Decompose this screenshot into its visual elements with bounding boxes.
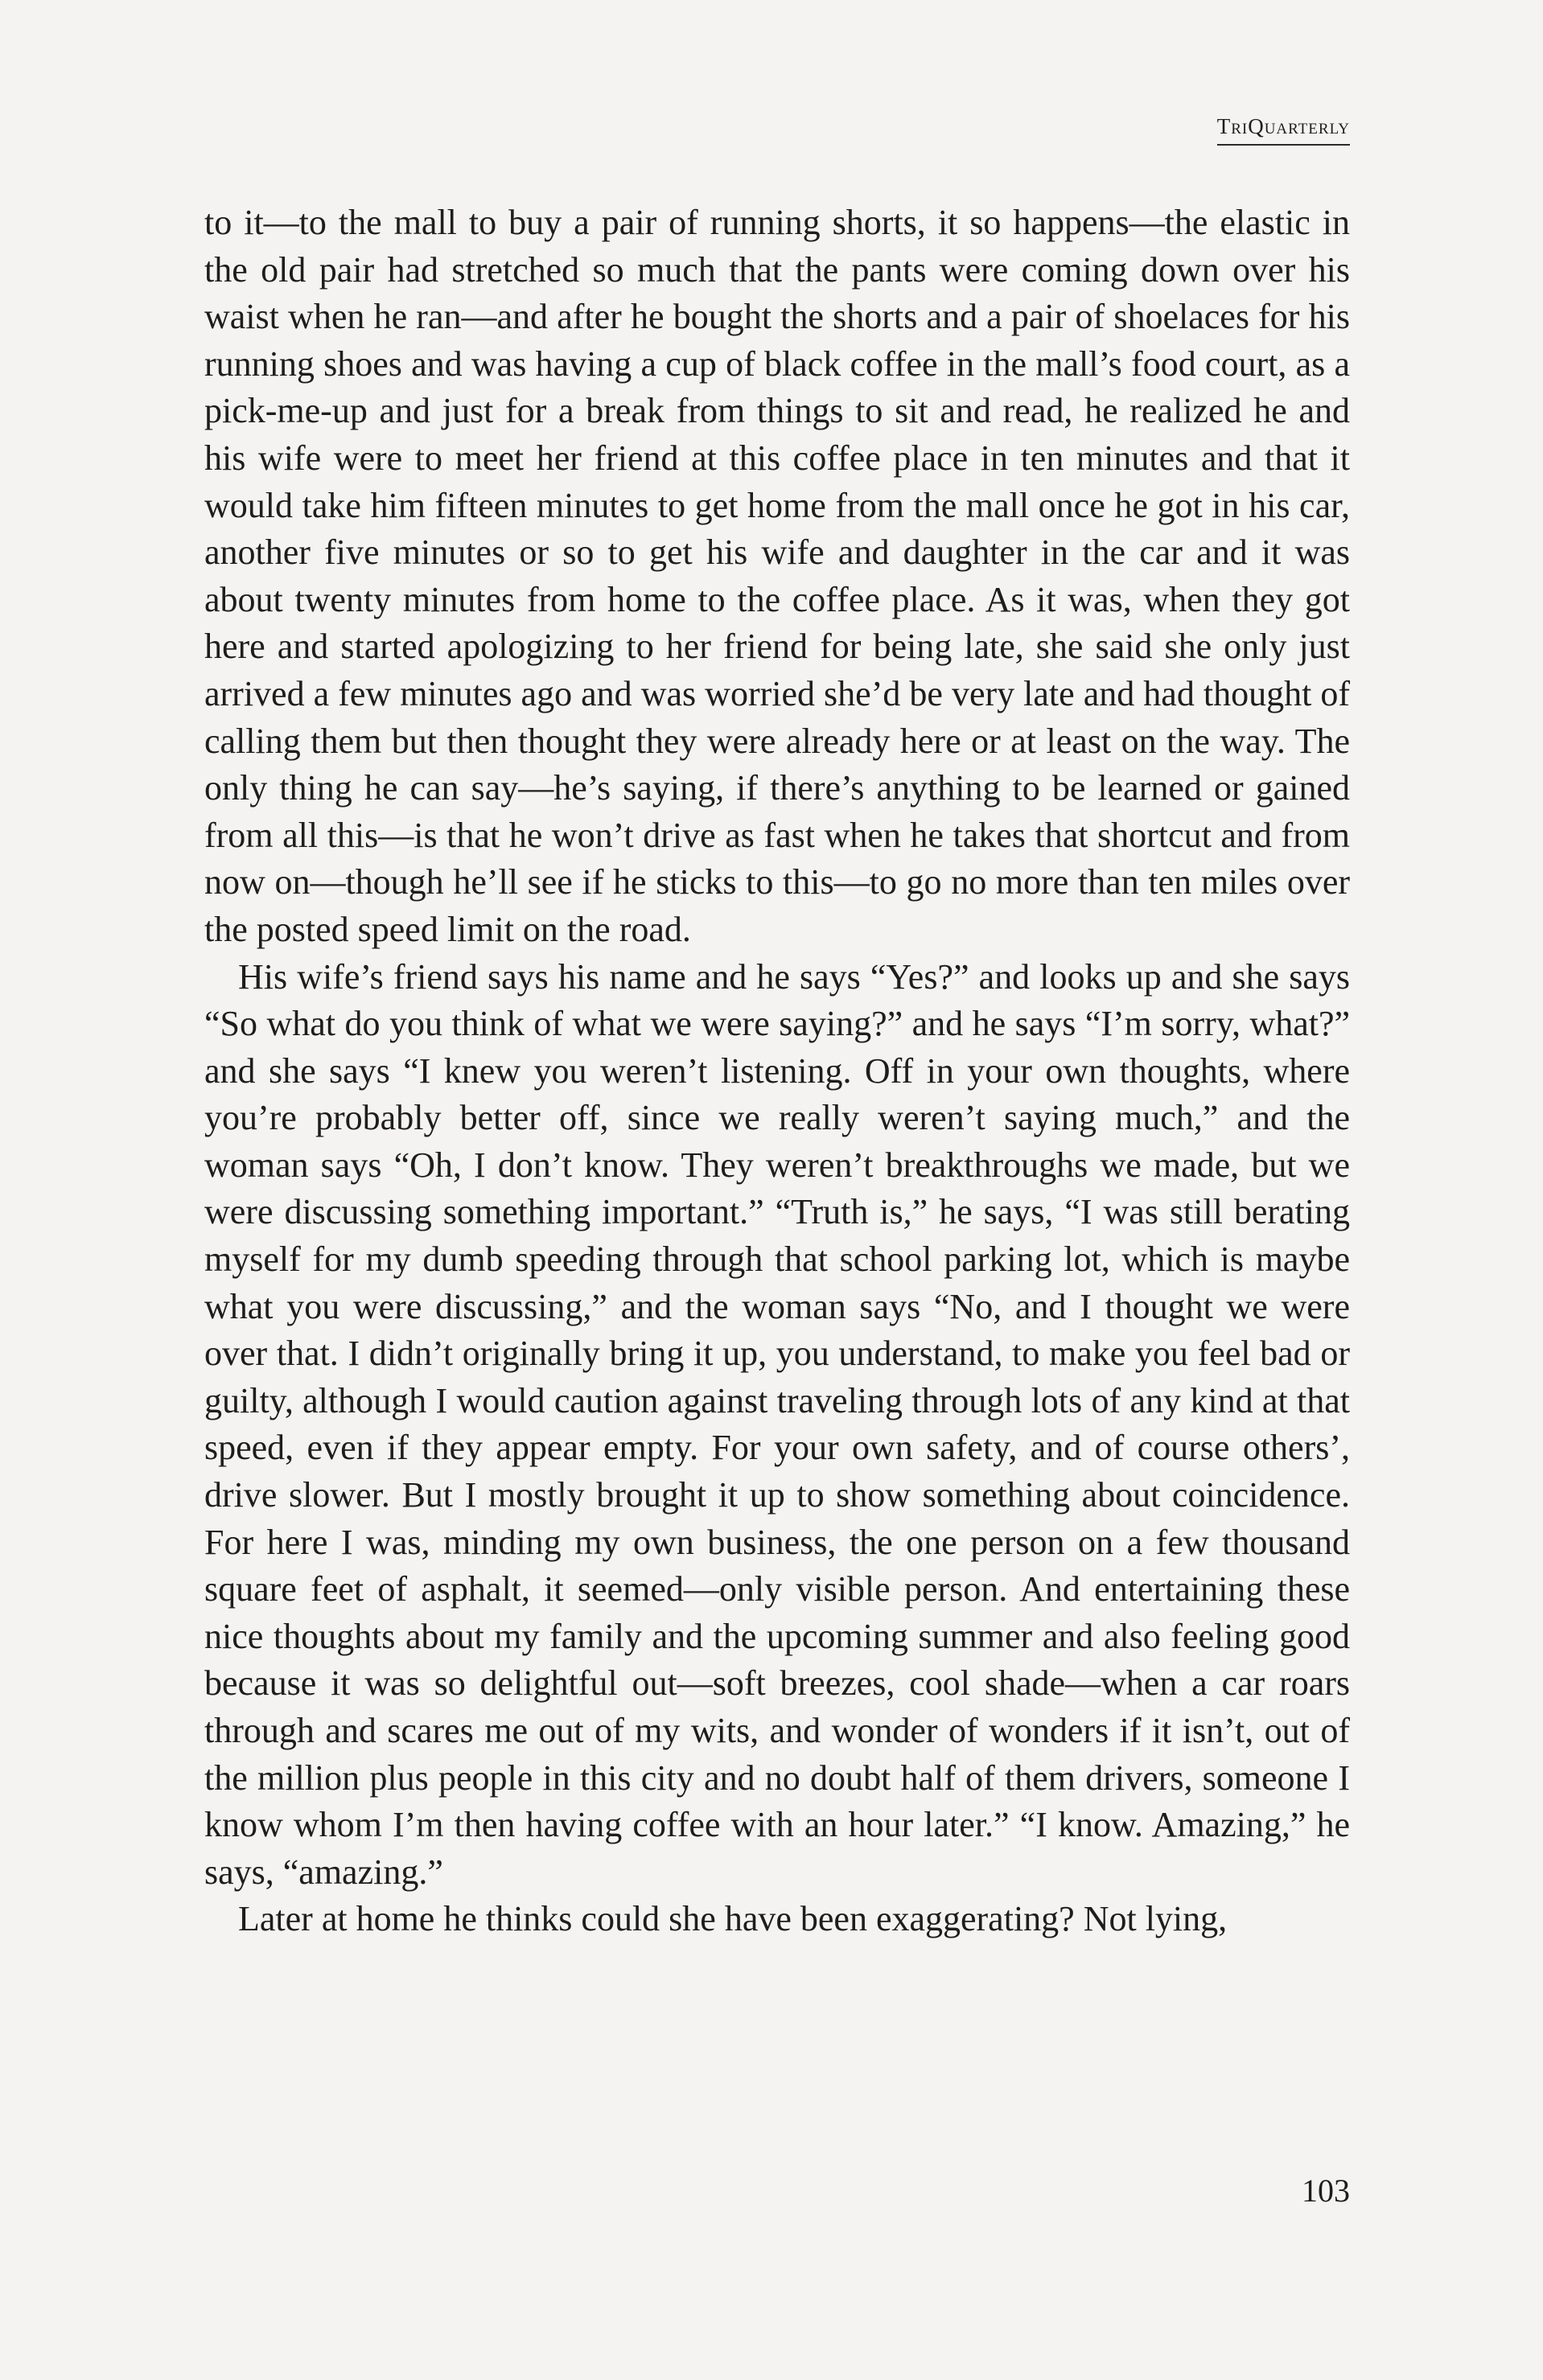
body-text — [204, 199, 1350, 1943]
paragraph-continued: to it—to the mall to buy a pair of running shorts, it so happens—the elastic in the old pair had stretched so much that the pants were coming down over his waist when he ran—and after he bought the shorts and a pair of shoelaces for his running shoes and was having a cup of black coffee in the mall’s food court, as a pick-me-up and just for a break from things to sit and read, he realized he and his wife were to meet her friend at this coffee place in ten minutes and that it would take him fifteen minutes to get home from the mall once he got in his car, another five minutes or so to get his wife and daughter in the car and it was about twenty minutes from home to the coffee place. As it was, when they got here and started apologizing to her friend for being late, she said she only just arrived a few minutes ago and was worried she’d be very late and had thought of calling them but then thought they were already here or at least on the way. The only thing he can say—he’s saying, if there’s anything to be learned or gained from all this—is that he won’t drive as fast when he takes that shortcut and from now on—though he’ll see if he sticks to this—to go no more than ten miles over the posted speed limit on the road. — [204, 203, 1350, 949]
paragraph: His wife’s friend says his name and he says “Yes?” and looks up and she says “So what do you think of what we were saying?” and he says “I’m sorry, what?” and she says “I knew you weren’t listening. Off in your own thoughts, where you’re probably better off, since we really weren’t saying much,” and the woman says “Oh, I don’t know. They weren’t breakthroughs we made, but we were discussing something important.” “Truth is,” he says, “I was still berating myself for my dumb speeding through that school parking lot, which is maybe what you were discussing,” and the woman says “No, and I thought we were over that. I didn’t originally bring it up, you understand, to make you feel bad or guilty, although I would caution against traveling through lots of any kind at that speed, even if they appear empty. For your own safety, and of course others’, drive slower. But I mostly brought it up to show something about coincidence. For here I was, minding my own business, the one person on a few thousand square feet of asphalt, it seemed—only visible person. And entertaining these nice thoughts about my family and the upcoming summer and also feeling good because it was so delightful out—soft breezes, cool shade—when a car roars through and scares me out of my wits, and wonder of wonders if it isn’t, out of the million plus people in this city and no doubt half of them drivers, someone I know whom I’m then having coffee with an hour later.” “I know. Amazing,” he says, “amazing.” — [204, 956, 1350, 1892]
running-head: TriQuarterly — [1217, 114, 1350, 146]
paragraph: Later at home he thinks could she have been exaggerating? Not lying, — [238, 1899, 1228, 1939]
page-number: 103 — [1302, 2172, 1350, 2209]
